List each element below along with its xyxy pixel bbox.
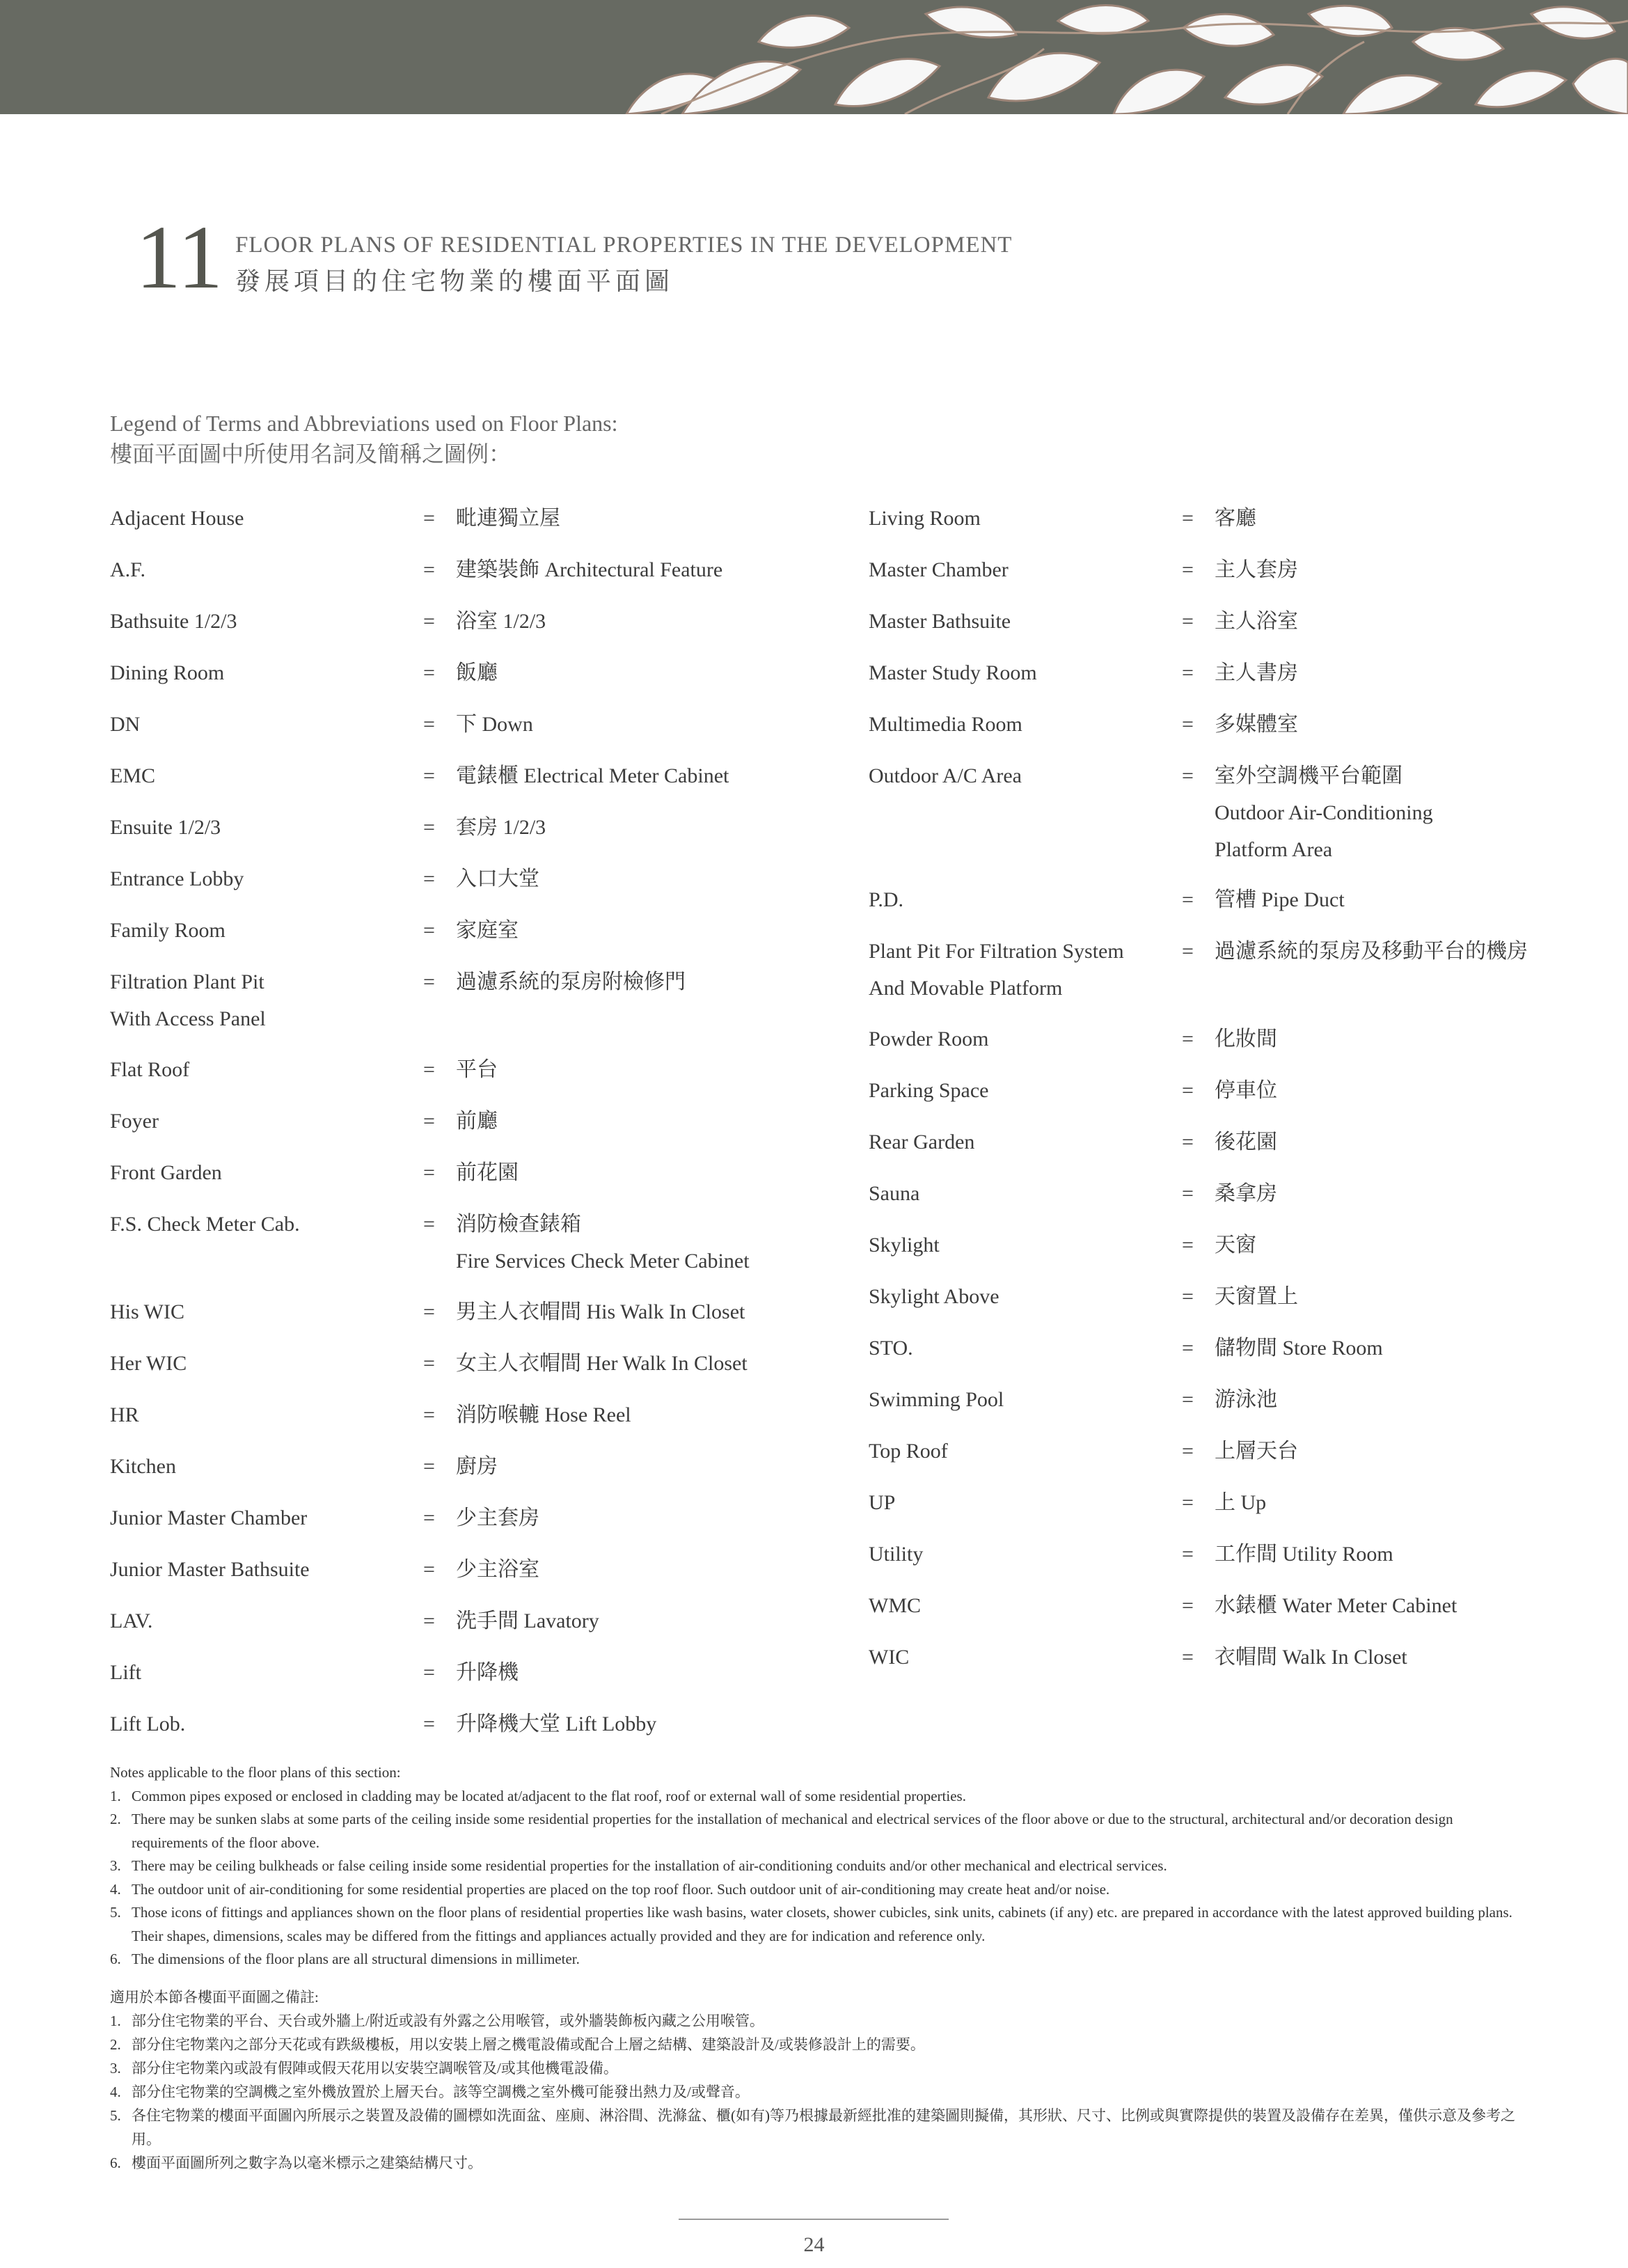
legend-term: Dining Room — [110, 661, 225, 684]
legend-term: Lift — [110, 1661, 141, 1684]
legend-term: Utility — [869, 1543, 924, 1566]
equals-sign: = — [423, 1609, 435, 1632]
page-number: 24 — [803, 2233, 825, 2256]
note-item — [110, 1854, 1530, 1878]
legend-term-line: Filtration Plant Pit — [110, 970, 264, 993]
legend-row — [869, 1536, 1606, 1587]
legend-meaning: 化妝間 — [1215, 1027, 1277, 1050]
legend-row — [869, 1124, 1606, 1175]
note-item — [110, 1808, 1530, 1854]
note-number: 6. — [110, 1951, 121, 1967]
legend-row — [869, 1021, 1606, 1072]
legend-row — [869, 603, 1606, 654]
legend-row — [110, 551, 848, 603]
note-text: 樓面平面圖所列之數字為以毫米標示之建築結構尺寸。 — [132, 2155, 482, 2171]
note-text: 部分住宅物業內之部分天花或有跌級樓板，用以安裝上層之機電設備或配合上層之結構、建築設計及/或裝修設計上的需要。 — [132, 2036, 925, 2053]
note-number: 3. — [110, 2060, 121, 2077]
equals-sign: = — [423, 1352, 435, 1375]
legend-heading — [110, 408, 618, 469]
legend-meaning: 上層天台 — [1215, 1440, 1298, 1463]
legend-row — [110, 1345, 848, 1396]
legend-row — [110, 1103, 848, 1154]
equals-sign: = — [423, 610, 435, 633]
legend-meaning: 電錶櫃 Electrical Meter Cabinet — [456, 764, 729, 787]
equals-sign: = — [1182, 1182, 1194, 1205]
legend-row — [869, 1227, 1606, 1278]
legend-term: Master Chamber — [869, 558, 1009, 581]
legend-row — [869, 706, 1606, 757]
legend-meaning: 游泳池 — [1215, 1388, 1277, 1411]
legend-term: Multimedia Room — [869, 713, 1022, 736]
legend-row — [110, 757, 848, 809]
legend-term: Sauna — [869, 1182, 920, 1205]
legend-meaning: 升降機大堂 Lift Lobby — [456, 1712, 657, 1735]
legend-row — [869, 1381, 1606, 1433]
legend-meaning: 衣帽間 Walk In Closet — [1215, 1646, 1407, 1669]
note-number: 5. — [110, 1904, 121, 1921]
legend-right-column — [869, 500, 1606, 1690]
legend-meaning-line: Outdoor Air-Conditioning — [1215, 801, 1433, 824]
note-text: There may be sunken slabs at some parts of the ceiling inside some residential properties for the installation of mechanical and electrical services of the floor above or due to the structural, architectural and/or decoration design requirements of the floor above. — [132, 1811, 1453, 1851]
legend-term: P.D. — [869, 888, 904, 911]
legend-row — [110, 1206, 848, 1293]
footer-divider — [679, 2219, 949, 2220]
legend-term: Swimming Pool — [869, 1388, 1004, 1411]
legend-meaning: 停車位 — [1215, 1079, 1277, 1102]
legend-meaning: 毗連獨立屋 — [456, 507, 560, 530]
note-text: 部分住宅物業內或設有假陣或假天花用以安裝空調喉管及/或其他機電設備。 — [132, 2060, 618, 2077]
equals-sign: = — [1182, 764, 1194, 787]
legend-row — [110, 1499, 848, 1551]
equals-sign: = — [423, 1712, 435, 1735]
legend-meaning: 過濾系統的泵房及移動平台的機房 — [1215, 940, 1528, 963]
note-item — [110, 2104, 1530, 2151]
legend-left-column — [110, 500, 848, 1757]
note-item — [110, 1785, 1530, 1809]
legend-meaning: 女主人衣帽間 Her Walk In Closet — [456, 1352, 748, 1375]
legend-term: Adjacent House — [110, 507, 244, 530]
legend-meaning: 家庭室 — [456, 919, 519, 942]
equals-sign: = — [423, 816, 435, 839]
equals-sign: = — [1182, 1027, 1194, 1050]
equals-sign: = — [1182, 1388, 1194, 1411]
equals-sign: = — [423, 1661, 435, 1684]
equals-sign: = — [423, 1058, 435, 1081]
legend-row — [110, 1154, 848, 1206]
note-item — [110, 2056, 1530, 2080]
equals-sign: = — [1182, 1079, 1194, 1102]
note-number: 4. — [110, 1880, 121, 1898]
equals-sign: = — [423, 919, 435, 942]
section-title-zh: 發展項目的住宅物業的樓面平面圖 — [235, 267, 674, 295]
legend-row — [110, 1051, 848, 1103]
legend-term: Rear Garden — [869, 1131, 975, 1153]
note-text: 各住宅物業的樓面平面圖內所展示之裝置及設備的圖標如洗面盆、座廁、淋浴間、洗滌盆、櫃(如有)等乃根據最新經批准的建築圖則擬備，其形狀、尺寸、比例或與實際提供的裝置及設備存在差異，僅供示意及參考之用。 — [132, 2107, 1515, 2148]
legend-term — [869, 933, 1175, 1007]
legend-term: Bathsuite 1/2/3 — [110, 610, 237, 633]
notes-en-heading: Notes applicable to the floor plans of this section: — [110, 1764, 401, 1781]
legend-meaning: 主人套房 — [1215, 558, 1298, 581]
legend-row — [110, 1602, 848, 1654]
legend-meaning: 套房 1/2/3 — [456, 816, 546, 839]
legend-row — [110, 1706, 848, 1757]
legend-term: EMC — [110, 764, 156, 787]
note-item — [110, 1901, 1530, 1948]
legend-term: Master Study Room — [869, 661, 1037, 684]
legend-term: WIC — [869, 1646, 910, 1669]
note-item — [110, 2009, 1530, 2033]
equals-sign: = — [1182, 1285, 1194, 1308]
note-item — [110, 2033, 1530, 2056]
equals-sign: = — [1182, 1234, 1194, 1257]
legend-meaning-line: 消防檢查錶箱 — [456, 1213, 581, 1236]
legend-term: Foyer — [110, 1110, 159, 1133]
legend-term: Living Room — [869, 507, 981, 530]
legend-meaning: 天窗 — [1215, 1234, 1256, 1257]
leaf-illustration — [0, 0, 1628, 114]
legend-meaning: 下 Down — [456, 713, 533, 736]
legend-meaning: 水錶櫃 Water Meter Cabinet — [1215, 1594, 1457, 1617]
legend-row — [110, 860, 848, 912]
legend-term: Kitchen — [110, 1455, 176, 1478]
note-text: Those icons of fittings and appliances shown on the floor plans of residential properties like wash basins, water closets, shower cubicles, sink units, cabinets (if any) etc. are prepared in accordance with the latest approved building plans. Their shapes, dimensions, scales may be differed from the fittings and appliances actually provided and they are for indication and reference only. — [132, 1904, 1512, 1944]
legend-meaning: 前花園 — [456, 1161, 519, 1184]
legend-meaning: 洗手間 Lavatory — [456, 1609, 599, 1632]
legend-term: Lift Lob. — [110, 1712, 186, 1735]
equals-sign: = — [1182, 1337, 1194, 1360]
legend-term-line: Plant Pit For Filtration System — [869, 940, 1124, 963]
legend-term: Front Garden — [110, 1161, 222, 1184]
note-number: 1. — [110, 2013, 121, 2029]
legend-meaning: 桑拿房 — [1215, 1182, 1277, 1205]
note-text: The outdoor unit of air-conditioning for some residential properties are placed on the top roof floor. Such outdoor unit of air-conditioning may create heat and/or noise. — [132, 1880, 1110, 1898]
legend-row — [110, 1396, 848, 1448]
legend-meaning: 主人浴室 — [1215, 610, 1298, 633]
legend-meaning: 消防喉轆 Hose Reel — [456, 1403, 631, 1426]
legend-row — [869, 654, 1606, 706]
legend-meaning: 主人書房 — [1215, 661, 1298, 684]
legend-meaning: 升降機 — [456, 1661, 519, 1684]
legend-meaning: 男主人衣帽間 His Walk In Closet — [456, 1300, 745, 1323]
legend-meaning: 飯廳 — [456, 661, 498, 684]
legend-meaning-line: 室外空調機平台範圍 — [1215, 764, 1402, 787]
note-item — [110, 2080, 1530, 2104]
legend-term: Her WIC — [110, 1352, 187, 1375]
equals-sign: = — [1182, 1594, 1194, 1617]
legend-meaning: 前廳 — [456, 1110, 498, 1133]
equals-sign: = — [423, 713, 435, 736]
legend-meaning: 少主浴室 — [456, 1558, 539, 1581]
equals-sign: = — [423, 1300, 435, 1323]
legend-term: Master Bathsuite — [869, 610, 1011, 633]
note-text: There may be ceiling bulkheads or false ceiling inside some residential properties for the installation of air-conditioning conduits and/or other mechanical and electrical services. — [132, 1857, 1167, 1874]
legend-meaning: 平台 — [456, 1058, 498, 1081]
equals-sign: = — [1182, 1646, 1194, 1669]
equals-sign: = — [423, 661, 435, 684]
note-item — [110, 2151, 1530, 2175]
notes-zh — [110, 1985, 1530, 2175]
equals-sign: = — [423, 1161, 435, 1184]
note-text: Common pipes exposed or enclosed in cladding may be located at/adjacent to the flat roof, roof or external wall of some residential properties. — [132, 1787, 966, 1804]
legend-term: Ensuite 1/2/3 — [110, 816, 221, 839]
equals-sign: = — [1182, 1543, 1194, 1566]
legend-term: Junior Master Bathsuite — [110, 1558, 310, 1581]
legend-row — [110, 912, 848, 963]
decorative-banner — [0, 0, 1628, 114]
equals-sign: = — [423, 867, 435, 890]
legend-meaning-line: Platform Area — [1215, 838, 1333, 861]
legend-meaning: 上 Up — [1215, 1491, 1267, 1514]
legend-meaning-line: Fire Services Check Meter Cabinet — [456, 1250, 750, 1273]
legend-meaning: 入口大堂 — [456, 867, 539, 890]
legend-term: DN — [110, 713, 141, 736]
legend-meaning: 少主套房 — [456, 1506, 539, 1529]
equals-sign: = — [1182, 713, 1194, 736]
legend-term: Outdoor A/C Area — [869, 764, 1022, 787]
legend-term: HR — [110, 1403, 139, 1426]
legend-row — [110, 809, 848, 860]
legend-meaning: 浴室 1/2/3 — [456, 610, 546, 633]
legend-row — [869, 500, 1606, 551]
legend-row — [110, 963, 848, 1051]
note-item — [110, 1948, 1530, 1971]
legend-meaning: 天窗置上 — [1215, 1285, 1298, 1308]
note-number: 6. — [110, 2155, 121, 2171]
legend-meaning: 多媒體室 — [1215, 713, 1298, 736]
legend-meaning: 過濾系統的泵房附檢修門 — [456, 970, 686, 993]
note-number: 3. — [110, 1857, 121, 1874]
legend-meaning: 管槽 Pipe Duct — [1215, 888, 1345, 911]
legend-row — [110, 1448, 848, 1499]
note-number: 1. — [110, 1787, 121, 1804]
legend-row — [869, 1175, 1606, 1227]
equals-sign: = — [1182, 1440, 1194, 1463]
note-text: 部分住宅物業的空調機之室外機放置於上層天台。該等空調機之室外機可能發出熱力及/或聲音。 — [132, 2084, 750, 2100]
legend-row — [869, 551, 1606, 603]
equals-sign: = — [423, 507, 435, 530]
legend-term: Junior Master Chamber — [110, 1506, 308, 1529]
legend-term: Flat Roof — [110, 1058, 190, 1081]
note-number: 4. — [110, 2084, 121, 2100]
legend-row — [110, 1551, 848, 1602]
legend-term: Parking Space — [869, 1079, 989, 1102]
legend-row — [110, 1293, 848, 1345]
legend-term: STO. — [869, 1337, 913, 1360]
legend-row — [869, 1072, 1606, 1124]
legend-row — [869, 933, 1606, 1021]
legend-title-zh: 樓面平面圖中所使用名詞及簡稱之圖例： — [110, 441, 512, 466]
legend-row — [110, 500, 848, 551]
legend-meaning: 建築裝飾 Architectural Feature — [456, 558, 723, 581]
note-number: 5. — [110, 2107, 121, 2124]
legend-term-line: With Access Panel — [110, 1007, 266, 1030]
legend-term: LAV. — [110, 1609, 153, 1632]
legend-term: Family Room — [110, 919, 226, 942]
legend-meaning: 後花園 — [1215, 1131, 1277, 1153]
legend-meaning — [456, 1206, 874, 1279]
equals-sign: = — [1182, 558, 1194, 581]
legend-term: Skylight Above — [869, 1285, 999, 1308]
equals-sign: = — [423, 1558, 435, 1581]
section-title-en: FLOOR PLANS OF RESIDENTIAL PROPERTIES IN THE DEVELOPMENT — [235, 233, 1013, 258]
legend-row — [110, 603, 848, 654]
equals-sign: = — [423, 558, 435, 581]
legend-row — [110, 706, 848, 757]
equals-sign: = — [423, 1213, 435, 1236]
equals-sign: = — [1182, 1131, 1194, 1153]
section-number: 11 — [136, 207, 223, 308]
legend-term: Entrance Lobby — [110, 867, 244, 890]
equals-sign: = — [423, 1403, 435, 1426]
legend-row — [869, 1433, 1606, 1484]
notes-zh-heading: 適用於本節各樓面平面圖之備註: — [110, 1989, 319, 2006]
legend-row — [869, 757, 1606, 881]
equals-sign: = — [423, 1455, 435, 1478]
legend-meaning: 儲物間 Store Room — [1215, 1337, 1383, 1360]
legend-row — [869, 1278, 1606, 1330]
equals-sign: = — [1182, 610, 1194, 633]
legend-row — [869, 1484, 1606, 1536]
legend-meaning — [1215, 757, 1628, 868]
equals-sign: = — [423, 764, 435, 787]
legend-term-line: And Movable Platform — [869, 977, 1063, 1000]
legend-term: UP — [869, 1491, 896, 1514]
equals-sign: = — [1182, 507, 1194, 530]
legend-row — [869, 1330, 1606, 1381]
equals-sign: = — [1182, 888, 1194, 911]
equals-sign: = — [423, 1110, 435, 1133]
legend-term: His WIC — [110, 1300, 184, 1323]
legend-term: F.S. Check Meter Cab. — [110, 1213, 300, 1236]
legend-term: A.F. — [110, 558, 145, 581]
legend-row — [869, 1587, 1606, 1639]
legend-meaning: 廚房 — [456, 1455, 498, 1478]
legend-meaning: 工作間 Utility Room — [1215, 1543, 1393, 1566]
legend-meaning: 客廳 — [1215, 507, 1256, 530]
equals-sign: = — [423, 970, 435, 993]
legend-row — [869, 1639, 1606, 1690]
legend-term: Powder Room — [869, 1027, 989, 1050]
equals-sign: = — [1182, 1491, 1194, 1514]
legend-term: Skylight — [869, 1234, 940, 1257]
legend-row — [869, 881, 1606, 933]
note-number: 2. — [110, 2036, 121, 2053]
legend-term — [110, 963, 416, 1037]
legend-term: WMC — [869, 1594, 921, 1617]
legend-row — [110, 1654, 848, 1706]
equals-sign: = — [423, 1506, 435, 1529]
notes-en — [110, 1761, 1530, 1971]
equals-sign: = — [1182, 661, 1194, 684]
note-item — [110, 1878, 1530, 1902]
note-text: 部分住宅物業的平台、天台或外牆上/附近或設有外露之公用喉管，或外牆裝飾板內藏之公用喉管。 — [132, 2013, 764, 2029]
legend-title-en: Legend of Terms and Abbreviations used on Floor Plans: — [110, 411, 618, 436]
note-text: The dimensions of the floor plans are all structural dimensions in millimeter. — [132, 1951, 580, 1967]
legend-term: Top Roof — [869, 1440, 948, 1463]
equals-sign: = — [1182, 940, 1194, 963]
note-number: 2. — [110, 1811, 121, 1827]
legend-row — [110, 654, 848, 706]
